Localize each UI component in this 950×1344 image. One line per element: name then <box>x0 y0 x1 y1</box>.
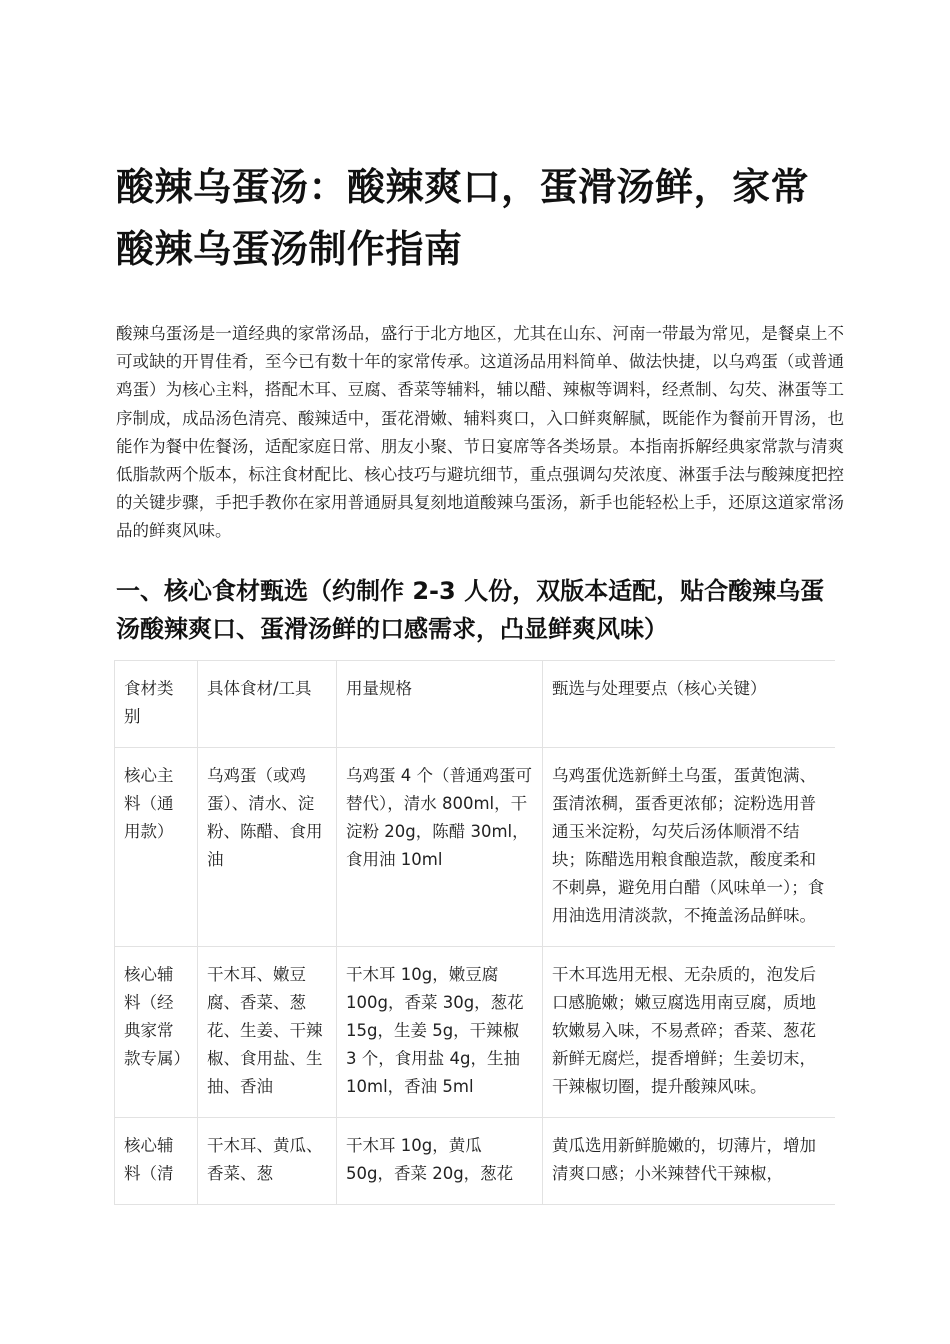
table-cell: 乌鸡蛋 4 个（普通鸡蛋可替代），清水 800ml，干淀粉 20g，陈醋 30ml，食用油 10ml <box>337 748 543 947</box>
table-cell: 干木耳 10g，嫩豆腐 100g，香菜 30g，葱花 15g，生姜 5g，干辣椒 3 个，食用盐 4g，生抽 10ml，香油 5ml <box>337 947 543 1118</box>
table-cell: 黄瓜选用新鲜脆嫩的，切薄片，增加清爽口感；小米辣替代干辣椒， <box>543 1118 836 1205</box>
table-header-row <box>115 661 836 748</box>
table-cell: 核心主料（通用款） <box>115 748 198 947</box>
table-row <box>115 947 836 1118</box>
ingredients-table <box>114 660 835 1205</box>
table-cell: 乌鸡蛋（或鸡蛋）、清水、淀粉、陈醋、食用油 <box>198 748 337 947</box>
table-cell: 核心辅料（经典家常款专属） <box>115 947 198 1118</box>
table-row <box>115 748 836 947</box>
table-cell: 乌鸡蛋优选新鲜土乌蛋，蛋黄饱满、蛋清浓稠，蛋香更浓郁；淀粉选用普通玉米淀粉，勾芡后汤体顺滑不结块；陈醋选用粮食酿造款，酸度柔和不刺鼻，避免用白醋（风味单一）；食用油选用清淡款，不掩盖汤品鲜味。 <box>543 748 836 947</box>
table-cell: 干木耳选用无根、无杂质的，泡发后口感脆嫩；嫩豆腐选用南豆腐，质地软嫩易入味，不易煮碎；香菜、葱花新鲜无腐烂，提香增鲜；生姜切末，干辣椒切圈，提升酸辣风味。 <box>543 947 836 1118</box>
table-cell: 核心辅料（清 <box>115 1118 198 1205</box>
table-header-cell: 具体食材/工具 <box>198 661 337 748</box>
table-header-cell: 食材类别 <box>115 661 198 748</box>
page-title: 酸辣乌蛋汤：酸辣爽口，蛋滑汤鲜，家常酸辣乌蛋汤制作指南 <box>116 165 810 271</box>
table-row <box>115 1118 836 1205</box>
table-header-cell: 用量规格 <box>337 661 543 748</box>
table-header-cell: 甄选与处理要点（核心关键） <box>543 661 836 748</box>
table-cell: 干木耳、嫩豆腐、香菜、葱花、生姜、干辣椒、食用盐、生抽、香油 <box>198 947 337 1118</box>
ingredients-table-container <box>114 660 835 1228</box>
table-cell: 干木耳、黄瓜、香菜、葱 <box>198 1118 337 1205</box>
intro-paragraph: 酸辣乌蛋汤是一道经典的家常汤品，盛行于北方地区，尤其在山东、河南一带最为常见，是餐桌上不可或缺的开胃佳肴，至今已有数十年的家常传承。这道汤品用料简单、做法快捷，以乌鸡蛋（或普通鸡蛋）为核心主料，搭配木耳、豆腐、香菜等辅料，辅以醋、辣椒等调料，经煮制、勾芡、淋蛋等工序制成，成品汤色清亮、酸辣适中，蛋花滑嫩、辅料爽口，入口鲜爽解腻，既能作为餐前开胃汤，也能作为餐中佐餐汤，适配家庭日常、朋友小聚、节日宴席等各类场景。本指南拆解经典家常款与清爽低脂款两个版本，标注食材配比、核心技巧与避坑细节，重点强调勾芡浓度、淋蛋手法与酸辣度把控的关键步骤，手把手教你在家用普通厨具复刻地道酸辣乌蛋汤，新手也能轻松上手，还原这道家常汤品的鲜爽风味。 <box>116 324 844 541</box>
section-heading-ingredients: 一、核心食材甄选（约制作 2-3 人份，双版本适配，贴合酸辣乌蛋汤酸辣爽口、蛋滑汤鲜的口感需求，凸显鲜爽风味） <box>116 577 825 643</box>
table-cell: 干木耳 10g，黄瓜 50g，香菜 20g，葱花 <box>337 1118 543 1205</box>
